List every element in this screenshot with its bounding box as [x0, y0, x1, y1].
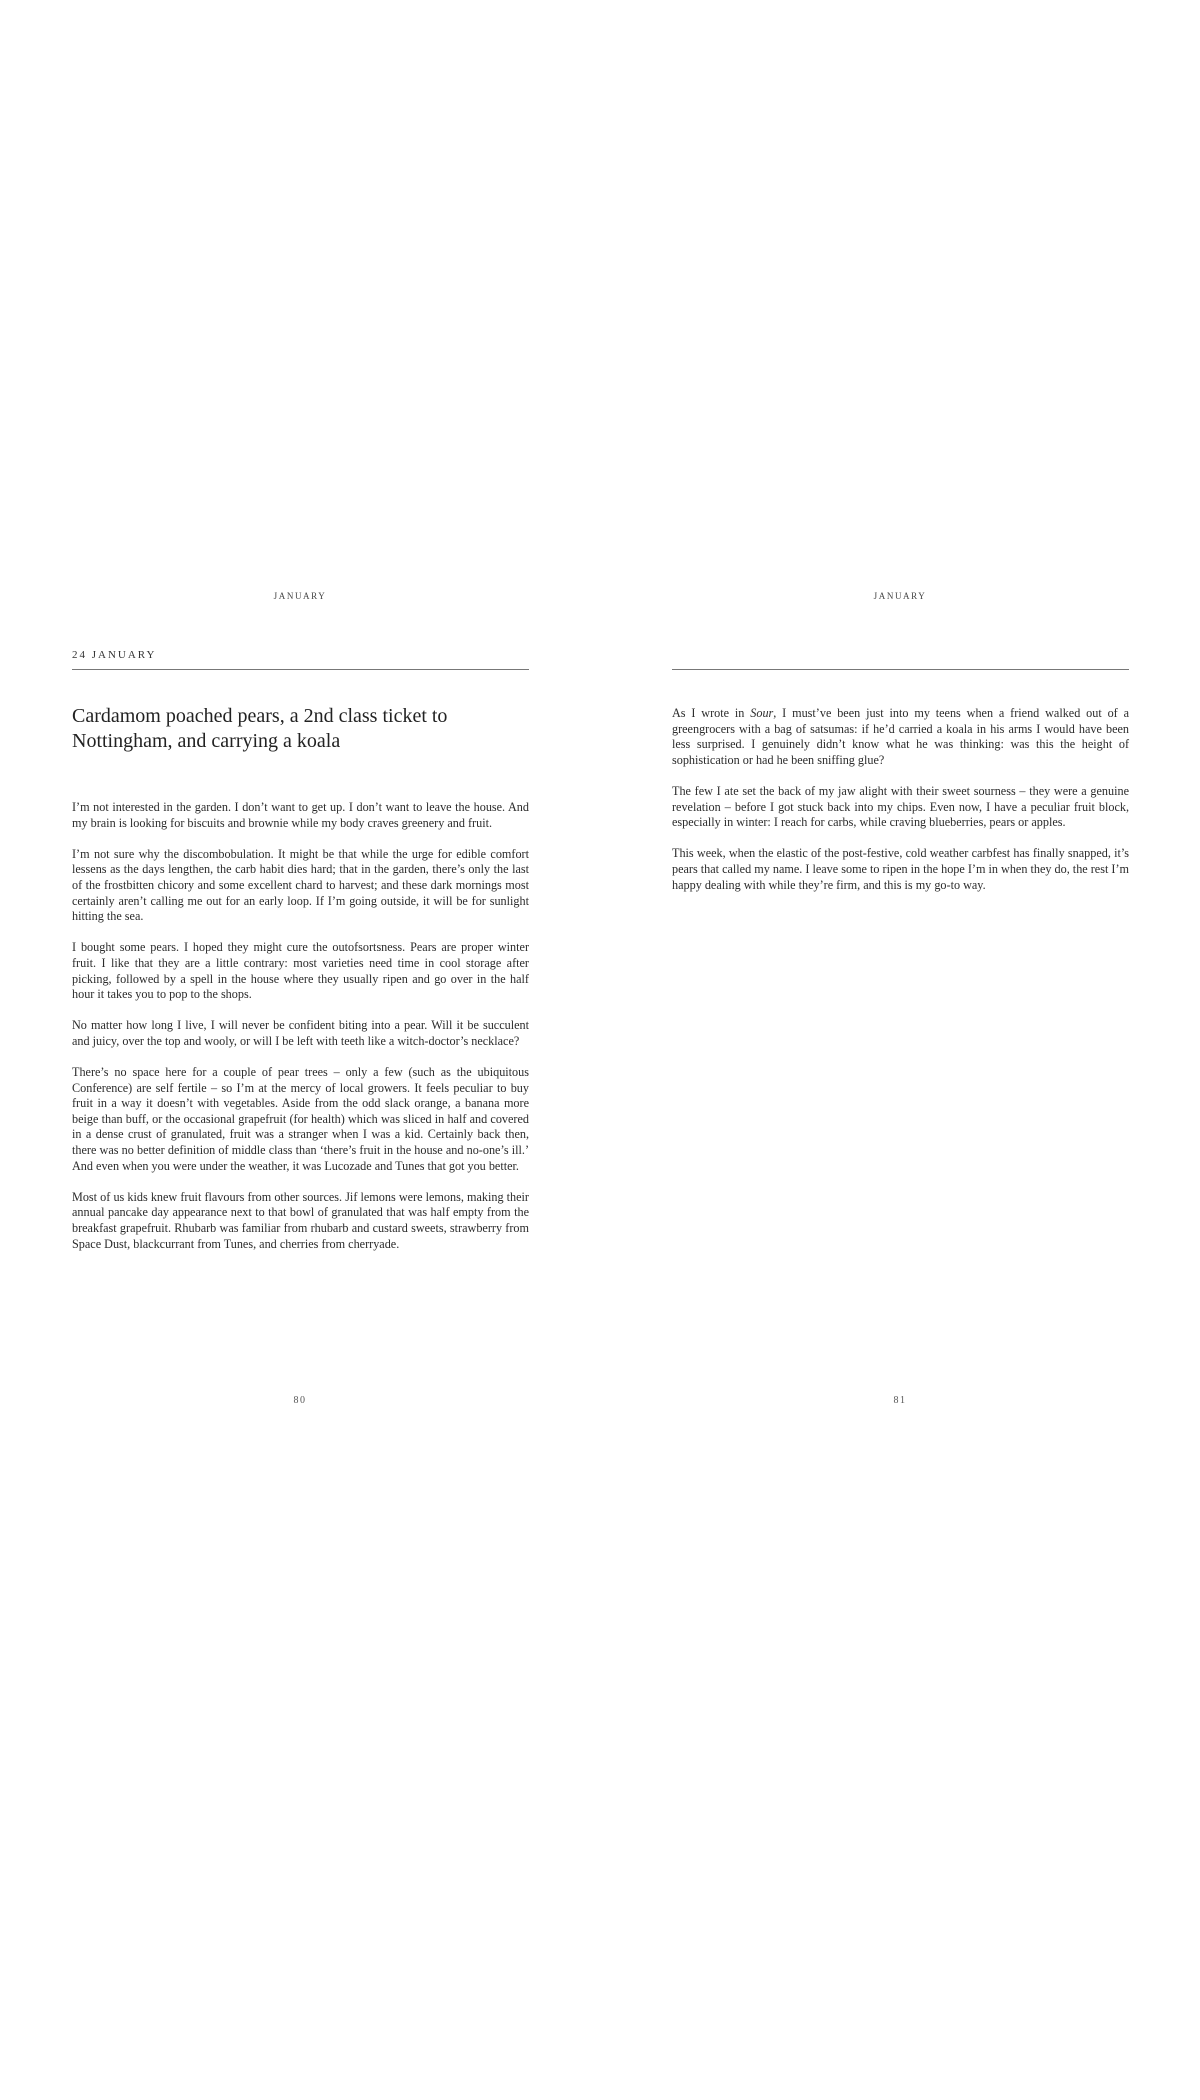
book-title-italic: Sour [750, 706, 774, 720]
running-head: JANUARY [873, 591, 927, 601]
paragraph-text: As I wrote in [672, 706, 751, 720]
body-text [72, 800, 529, 1252]
body-text [672, 706, 1129, 893]
paragraph-text: , I must’ve been just into my teens when a friend walked out of a greengrocers with a bag of satsumas: if he’d carried a koala in his arms I would have been less surprised. I genuinely didn’t know what he was thinking: was this the height of sophistication or had he been sniffing glue? [672, 706, 1129, 767]
paragraph: The few I ate set the back of my jaw alight with their sweet sourness – they were a genuine revelation – before I got stuck back into my chips. Even now, I have a peculiar fruit block, especially in winter: I reach for carbs, while craving blueberries, pears or apples. [672, 783, 1129, 830]
paragraph: I’m not sure why the discombobulation. It might be that while the urge for edible comfort lessens as the days lengthen, the carb habit dies hard; that in the garden, there’s only the last of the frostbitten chicory and some excellent chard to harvest; and these dark mornings most certainly aren’t calling me out for an early loop. If I’m going outside, it will be for sunlight hitting the sea. [72, 846, 529, 924]
divider-rule [72, 669, 529, 670]
paragraph: I bought some pears. I hoped they might cure the outofsortsness. Pears are proper winter fruit. I like that they are a little contrary: most varieties need time in cool storage after picking, followed by a spell in the house where they usually ripen and go over in the half hour it takes you to pop to the shops. [72, 940, 529, 1002]
paragraph: This week, when the elastic of the post-festive, cold weather carbfest has finally snapped, it’s pears that called my name. I leave some to ripen in the hope I’m in when they do, the rest I’m happy dealing with while they’re firm, and this is my go-to way. [672, 846, 1129, 892]
page-number: 81 [893, 1395, 907, 1406]
paragraph [672, 706, 1129, 768]
recipe-title: Cardamom poached pears, a 2nd class ticket to Nottingham, and carrying a koala [72, 705, 448, 752]
paragraph: I’m not interested in the garden. I don’t want to get up. I don’t want to leave the house. And my brain is looking for biscuits and brownie while my body craves greenery and fruit. [72, 800, 529, 830]
paragraph: No matter how long I live, I will never be confident biting into a pear. Will it be succulent and juicy, over the top and wooly, or will I be left with teeth like a witch-doctor’s necklace? [72, 1018, 529, 1048]
page-number: 80 [293, 1395, 307, 1406]
divider-rule [672, 669, 1129, 670]
running-head: JANUARY [273, 591, 327, 601]
paragraph: Most of us kids knew fruit flavours from other sources. Jif lemons were lemons, making their annual pancake day appearance next to that bowl of granulated that was half empty from the breakfast grapefruit. Rhubarb was familiar from rhubarb and custard sweets, strawberry from Space Dust, blackcurrant from Tunes, and cherries from cherryade. [72, 1189, 529, 1251]
right-page [600, 0, 1200, 2100]
date-label: 24 JANUARY [72, 649, 157, 661]
paragraph: There’s no space here for a couple of pear trees – only a few (such as the ubiquitous Conference) are self fertile – so I’m at the mercy of local growers. It feels peculiar to buy fruit in a way it doesn’t with vegetables. Aside from the odd slack orange, a banana more beige than buff, or the occasional grapefruit (for health) which was sliced in half and covered in a dense crust of granulated, fruit was a stranger when I was a kid. Certainly back then, there was no better definition of middle class than ‘there’s fruit in the house and no-one’s ill.’ And even when you were under the weather, it was Lucozade and Tunes that got you better. [72, 1065, 529, 1173]
